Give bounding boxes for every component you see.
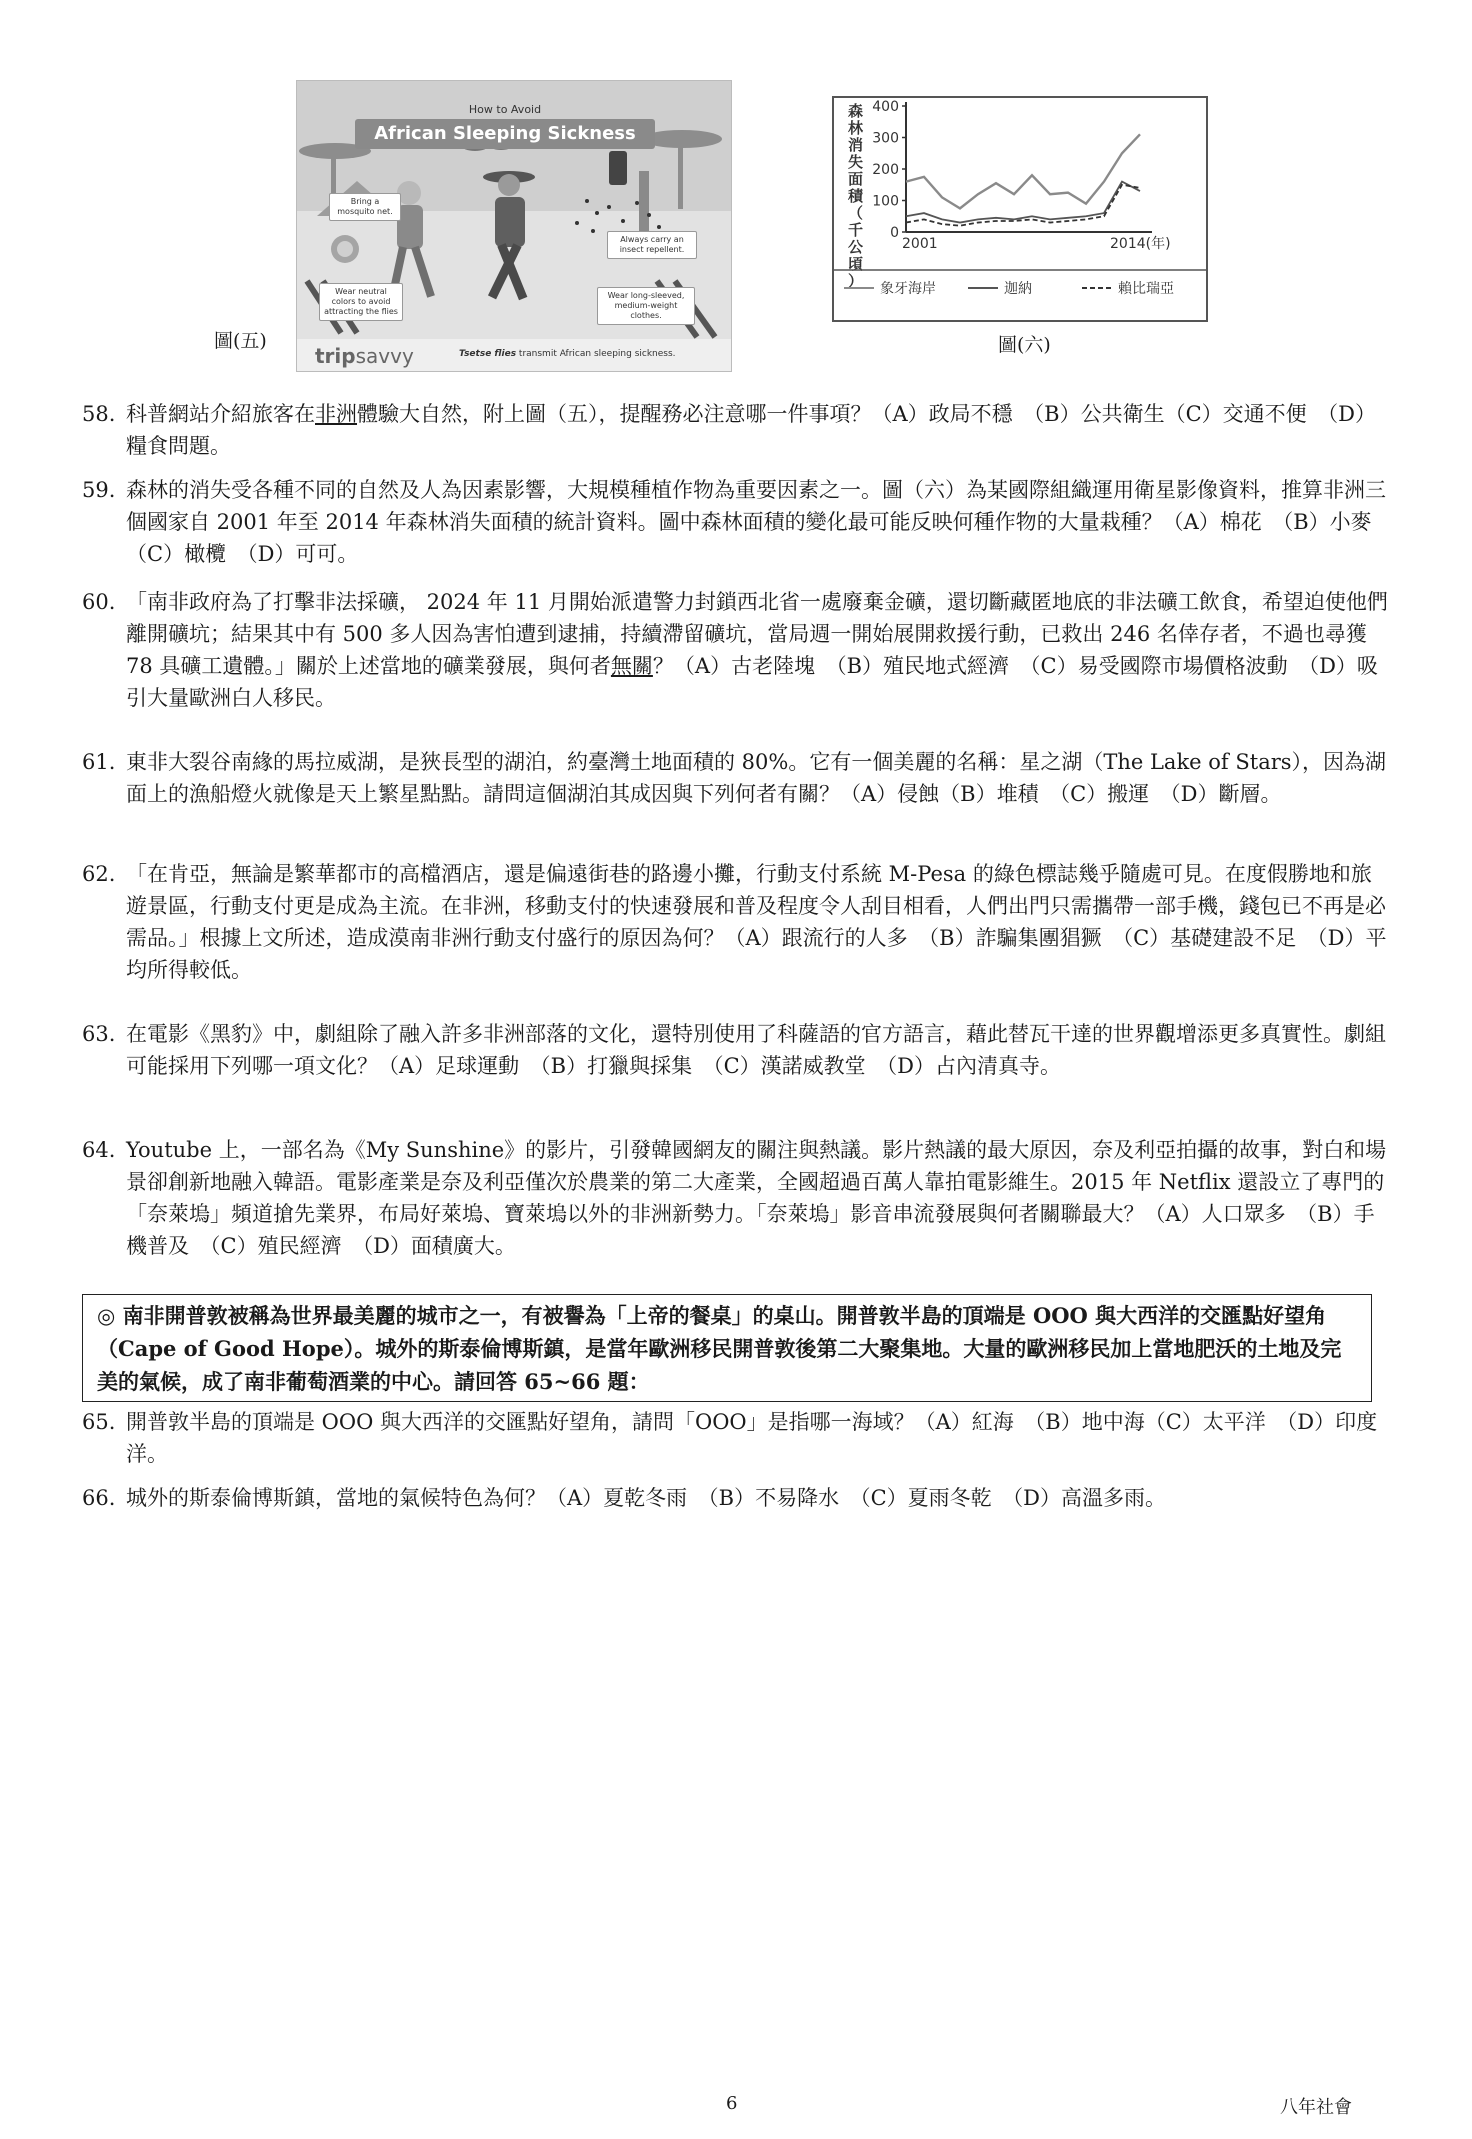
question-64	[82, 1134, 1392, 1262]
illustration-footer	[297, 339, 731, 371]
question-text: Youtube 上，一部名為《My Sunshine》的影片，引發韓國網友的關注與熱議。影片熱議的最大原因，奈及利亞拍攝的故事，對白和場景卻創新地融入韓語。電影產業是奈及利亞僅次於農業的第二大產業，全國超過百萬人靠拍電影維生。2015 年 Netflix 還設立了專門的「奈萊塢」頻道搶先業界，布局好萊塢、寶萊塢以外的非洲新勢力。「奈萊塢」影音串流發展與何者關聯最大？（A）人口眾多 （B）手機普及 （C）殖民經濟 （D）面積廣大。	[126, 1138, 1387, 1258]
question-text: 城外的斯泰倫博斯鎮，當地的氣候特色為何？（A）夏乾冬雨 （B）不易降水 （C）夏雨冬乾 （D）高溫多雨。	[126, 1486, 1166, 1510]
question-number: 61.	[82, 750, 116, 774]
legend-label-3: 賴比瑞亞	[1118, 281, 1174, 297]
figure-5-illustration	[296, 80, 732, 372]
question-61	[82, 746, 1392, 810]
y-tick-label: 300	[872, 130, 899, 147]
question-59	[82, 474, 1392, 570]
question-58	[82, 398, 1392, 462]
forest-loss-line-chart	[834, 98, 1206, 320]
question-number: 66.	[82, 1486, 116, 1510]
illustration-small-title: How to Avoid	[468, 103, 542, 116]
subject-label: 八年社會	[1280, 2097, 1352, 2118]
question-number: 65.	[82, 1410, 116, 1434]
question-text: 科普網站介紹旅客在非洲體驗大自然，附上圖（五），提醒務必注意哪一件事項？（A）政局不穩 （B）公共衛生（C）交通不便 （D）糧食問題。	[126, 402, 1376, 458]
legend-label-2: 迦納	[1004, 281, 1032, 297]
illustration-title: African Sleeping Sickness	[355, 119, 655, 149]
question-text: 「在肯亞，無論是繁華都市的高檔酒店，還是偏遠街巷的路邊小攤，行動支付系統 M-Pesa 的綠色標誌幾乎隨處可見。在度假勝地和旅遊景區，行動支付更是成為主流。在非洲，移動支付的快速發展和普及程度令人刮目相看，人們出門只需攜帶一部手機，錢包已不再是必需品。」根據上文所述，造成漠南非洲行動支付盛行的原因為何？（A）跟流行的人多 （B）詐騙集團猖獗 （C）基礎建設不足 （D）平均所得較低。	[126, 862, 1387, 982]
tip-mosquito-net: Bring a mosquito net.	[329, 193, 401, 221]
figure-6-caption: 圖(六)	[998, 334, 1051, 356]
question-62	[82, 858, 1392, 986]
question-number: 58.	[82, 402, 116, 426]
illustration-footnote: Tsetse flies transmit African sleeping sickness.	[459, 349, 676, 359]
legend-label-1: 象牙海岸	[880, 281, 936, 297]
tip-long-sleeves: Wear long-sleeved, medium-weight clothes.	[597, 287, 695, 325]
illustration-banner	[355, 103, 655, 155]
question-text: 在電影《黑豹》中，劇組除了融入許多非洲部落的文化，還特別使用了科薩語的官方語言，藉此替瓦干達的世界觀增添更多真實性。劇組可能採用下列哪一項文化？（A）足球運動 （B）打獵與採集 （C）漢諾威教堂 （D）占內清真寺。	[126, 1022, 1386, 1078]
question-text: 森林的消失受各種不同的自然及人為因素影響，大規模種植作物為重要因素之一。圖（六）為某國際組織運用衛星影像資料，推算非洲三個國家自 2001 年至 2014 年森林消失面積的統計資料。圖中森林面積的變化最可能反映何種作物的大量栽種？（A）棉花 （B）小麥 （C）橄欖 （D）可可。	[126, 478, 1393, 566]
question-60	[82, 586, 1392, 714]
page-number: 6	[726, 2093, 738, 2114]
question-66	[82, 1482, 1392, 1514]
question-text: 「南非政府為了打擊非法採礦， 2024 年 11 月開始派遣警力封鎖西北省一處廢棄金礦，還切斷藏匿地底的非法礦工飲食，希望迫使他們離開礦坑；結果其中有 500 多人因為害怕遭到逮捕，持續滯留礦坑，當局週一開始展開救援行動，已救出 246 名倖存者，不過也尋獲 78 具礦工遺體。」關於上述當地的礦業發展，與何者無關？（A）古老陸塊 （B）殖民地式經濟 （C）易受國際市場價格波動 （D）吸引大量歐洲白人移民。	[126, 590, 1388, 710]
series-line-1	[906, 134, 1140, 208]
question-65	[82, 1406, 1392, 1470]
y-tick-label: 100	[872, 193, 899, 210]
y-tick-label: 400	[872, 99, 899, 115]
x-tick-label-end: 2014(年)	[1110, 236, 1171, 252]
tip-neutral-colors: Wear neutral colors to avoid attracting the flies	[319, 283, 403, 321]
y-tick-label: 0	[890, 225, 899, 241]
question-number: 64.	[82, 1138, 116, 1162]
question-text: 開普敦半島的頂端是 OOO 與大西洋的交匯點好望角，請問「OOO」是指哪一海域？（A）紅海 （B）地中海（C）太平洋 （D）印度洋。	[126, 1410, 1378, 1466]
x-tick-label-start: 2001	[902, 236, 938, 252]
y-tick-label: 200	[872, 162, 899, 178]
question-number: 63.	[82, 1022, 116, 1046]
figure-6-chart	[832, 96, 1208, 322]
y-axis-label: 森林消失面積（千公頃）	[848, 102, 864, 290]
tip-insect-repellent: Always carry an insect repellent.	[607, 231, 697, 259]
question-text: 東非大裂谷南緣的馬拉威湖，是狹長型的湖泊，約臺灣土地面積的 80%。它有一個美麗的名稱：星之湖（The Lake of Stars），因為湖面上的漁船燈火就像是天上繁星點點。請問這個湖泊其成因與下列何者有關？（A）侵蝕（B）堆積 （C）搬運 （D）斷層。	[126, 750, 1387, 806]
info-box-cape-town: ◎ 南非開普敦被稱為世界最美麗的城市之一，有被譽為「上帝的餐桌」的桌山。開普敦半島的頂端是 OOO 與大西洋的交匯點好望角（Cape of Good Hope）。城外的斯泰倫博斯鎮，是當年歐洲移民開普敦後第二大聚集地。大量的歐洲移民加上當地肥沃的土地及完美的氣候，成了南非葡萄酒業的中心。請回答 65~66 題：	[82, 1294, 1372, 1402]
question-number: 60.	[82, 590, 116, 614]
question-number: 62.	[82, 862, 116, 886]
question-number: 59.	[82, 478, 116, 502]
tripsavvy-logo: tripsavvy	[315, 344, 414, 368]
figure-5-caption: 圖(五)	[214, 330, 267, 352]
question-63	[82, 1018, 1392, 1082]
